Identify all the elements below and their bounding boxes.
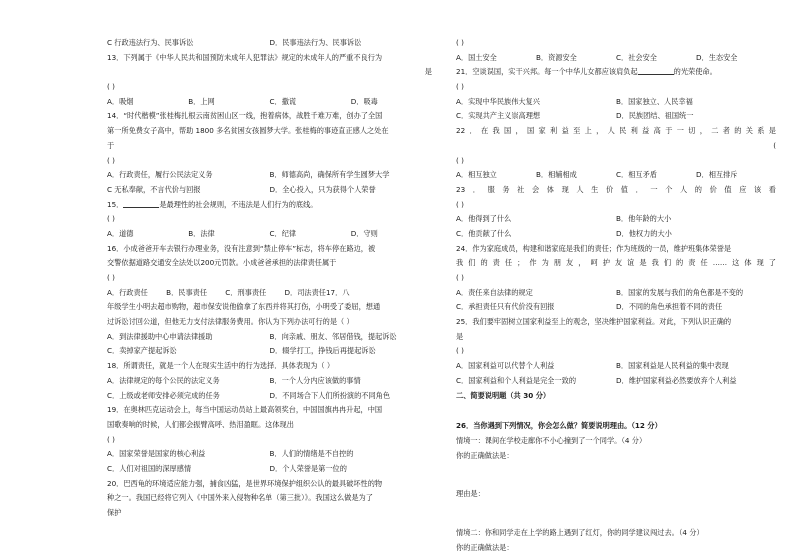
option-d: D．个人荣誉是第一位的 [269,463,347,473]
option-a: A．国家利益可以代替个人利益 [456,361,555,371]
option-a: A．责任来自法律的规定 [456,287,533,297]
option-d: D．辍学打工，挣钱后再提起诉讼 [269,346,376,356]
q26-stem: 26．当你遇到下列情况，你会怎么做？简要说明理由。（12 分） [456,421,662,431]
option-b: B．国家利益是人民利益的集中表现 [616,361,729,371]
option-c: C．社会安全 [616,52,657,62]
q19-stem-2: 国歌奏响的时候，人们都会振臂高呼、热泪盈眶。这体现出 [107,419,294,429]
option-b: B．上网 [188,96,215,106]
q14-stem-2: 第一所免费女子高中，帮助 1800 多名贫困女孩圆梦大学。张桂梅的事迹直正感人之处在 [107,126,389,136]
q16-options: A．行政责任 B．民事责任 C．刑事责任 D．司法责任17．八 [107,287,350,297]
option-a: A．到法律援助中心申请法律援助 [107,331,213,341]
q20-options [456,53,776,63]
fill-blank [123,200,159,208]
answer-paren: ( ) [456,38,464,47]
option-a: A．吸烟 [107,96,134,106]
right-column [456,38,776,557]
scenario-1-reason-label: 理由是： [456,489,485,499]
option-d: D．民族团结、祖国统一 [616,111,694,121]
option-a: A．国土安全 [456,52,497,62]
option-b: B．相辅相成 [536,170,577,180]
q22-paren: ( [773,140,776,150]
q15-number: 15． [107,199,124,209]
option-b: B．法律 [188,228,215,238]
section-heading: 二、简要说明题（共 30 分） [456,390,551,400]
scenario-2: 情境二：你和同学走在上学的路上遇到了红灯，你的同学建议闯过去。（4 分） [456,527,704,537]
option-b: B．人们的情绪是不自控的 [269,449,354,459]
option-b: B．他年龄的大小 [616,214,672,224]
q15-options [107,229,432,239]
q22-stem: 22．在我国，国家利益至上，人民利益高于一切，二者的关系是 [456,126,776,136]
option-a: A．相互独立 [456,170,497,180]
scenario-1: 情境一：课间在学校走廊你不小心撞到了一个同学。（4 分） [456,435,647,445]
option-c: C．人们对祖国的深厚感情 [107,463,192,473]
option-c: C．承担责任只有代价没有回报 [456,302,555,312]
option-a: A．他得到了什么 [456,214,512,224]
answer-paren: ( ) [107,434,115,444]
option-c: C 行政违法行为、民事诉讼 [107,38,194,47]
q13-options [107,97,432,107]
q21-text-end: 的光荣使命。 [673,67,717,77]
q19-options-ab [107,449,432,459]
q20-stem-2: 种之一。我国已经将它列入《中国外来入侵物种名单（第三批）》。我国这么做是为了 [107,493,373,503]
option-c: C．卖掉家产提起诉讼 [107,346,177,356]
q21-options-ab [456,97,776,107]
q14-options-cd [107,185,432,195]
option-b: B．国家的发展与我们的角色都是不变的 [616,287,744,297]
option-d: D．不同场合下人们所扮演的不同角色 [269,390,391,400]
q14-stem-3: 于 [107,140,115,150]
q20-stem: 20．巴西龟的环境适应能力强，捕食凶猛，是世界环境保护组织公认的最具破坏性的物 [107,478,383,488]
answer-paren: ( ) [456,199,464,209]
q17-stem-2: 过诉讼讨回公道，但他无力支付法律服务费用。你认为下列办法可行的是（ ） [107,317,354,327]
option-d: D．生态安全 [696,52,738,62]
answer-paren: ( ) [107,214,115,224]
q19-stem: 19．在奥林匹克运动会上，每当中国运动员站上最高领奖台，中国国旗冉冉升起，中国 [107,405,383,415]
q21-text: 21．空谈误国，实干兴邦。每一个中华儿女都应该肩负起 [456,67,638,77]
q25-stem-2: 是 [456,331,464,341]
q20-stem-3: 保护 [107,508,122,517]
option-c: C．国家利益和个人利益是完全一致的 [456,375,577,385]
option-b: B．国家独立、人民幸福 [616,96,693,106]
q19-options-cd [107,464,432,474]
q25-options-cd [456,376,776,386]
option-b: B．一个人分内应该做的事情 [269,375,361,385]
q15-stem [107,200,432,210]
option-d: D．吸毒 [350,96,378,106]
q21-options-cd [456,111,776,121]
q13-stem: 13．下列属于《中华人民共和国预防未成年人犯罪法》规定的未成年人的严重不良行为 [107,52,383,62]
answer-paren: ( ) [456,155,464,165]
answer-paren: ( ) [456,273,464,282]
option-c: C 无私奉献，不言代价与回报 [107,184,201,194]
q13-stem-end: 是 [424,67,432,77]
option-a: A．道德 [107,228,134,238]
q24-stem-2: 我们的责任；作为朋友，呵护友谊是我们的责任……这体现了 [456,258,776,268]
option-d: D．维护国家利益必然要放弃个人利益 [616,375,737,385]
q18-options-cd [107,391,432,401]
q22-options [456,170,776,180]
option-d: D．相互排斥 [696,170,738,180]
q24-options-cd [456,302,776,312]
answer-paren: ( ) [107,82,115,92]
q23-options-cd [456,229,776,239]
answer-paren: ( ) [107,155,115,165]
q12-options-cd [107,38,432,48]
q16-stem-2: 交警依据道路交通安全法处以200元罚款。小成爸爸承担的法律责任属于 [107,258,337,268]
q14-stem: 14．“时代楷模”张桂梅扎根云南贫困山区一线，抱着病体，战胜千难万难，创办了全国 [107,111,383,121]
q24-stem: 24．作为家庭成员，构建和谐家庭是我们的责任；作为班级的一员，维护班集体荣誉是 [456,243,732,253]
option-d: D．全心投入，只为获得个人荣誉 [269,184,376,194]
answer-paren: ( ) [107,273,115,282]
option-d: D．他权力的大小 [616,228,672,238]
option-d: D．守则 [350,228,378,238]
q16-stem: 16．小成爸爸开车去银行办理业务，没有注意到“禁止停车”标志，将车停在路边，被 [107,243,376,253]
option-c: C．他贡献了什么 [456,228,512,238]
fill-blank [638,67,674,75]
answer-paren: ( ) [456,346,464,356]
q18-options-ab [107,376,432,386]
q23-options-ab [456,214,776,224]
option-a: A．国家荣誉是国家的核心利益 [107,449,206,459]
q14-options-ab [107,170,432,180]
option-a: A．法律规定的每个公民的法定义务 [107,375,220,385]
answer-paren: ( ) [456,82,464,92]
option-b: B．向亲戚、朋友、邻居借钱，提起诉讼 [269,331,397,341]
q23-stem: 23．服务社会体现人生价值．一个人的价值应该看 [456,184,776,194]
q18-stem: 18．所谓责任，就是一个人在现实生活中的行为选择．具体表现为（ ） [107,361,335,371]
option-a: A．实现中华民族伟大复兴 [456,96,540,106]
q17-options-cd [107,346,432,356]
option-a: A．行政责任，履行公民法定义务 [107,170,213,180]
q25-stem: 25．我们要牢固树立国家利益至上的观念，坚决维护国家利益。对此，下列认识正确的 [456,317,732,327]
q17-stem: 年级学生小明去超市购物，超市保安说他偷拿了东西并将其打伤，小明受了委屈，想通 [107,302,381,312]
option-c: C．纪律 [269,228,297,238]
scenario-1-answer-label: 你的正确做法是： [456,450,514,460]
option-d: D．民事违法行为、民事诉讼 [269,38,362,47]
q21-stem [456,67,776,77]
option-c: C．上级或老师安排必须完成的任务 [107,390,220,400]
q24-options-ab [456,288,776,298]
q15-text: 是最理性的社会规则，不违法是人们行为的底线。 [159,199,318,209]
q17-options-ab [107,332,432,342]
option-c: C．撒谎 [269,96,297,106]
scenario-2-answer-label: 你的正确做法是： [456,542,514,552]
option-d: D．不同的角色承担着不同的责任 [616,302,723,312]
option-b: B．资源安全 [536,52,577,62]
option-c: C．相互矛盾 [616,170,657,180]
option-b: B．师德高尚，确保所有学生圆梦大学 [269,170,390,180]
option-c: C．实现共产主义崇高理想 [456,111,541,121]
q25-options-ab [456,361,776,371]
left-column [107,38,432,523]
